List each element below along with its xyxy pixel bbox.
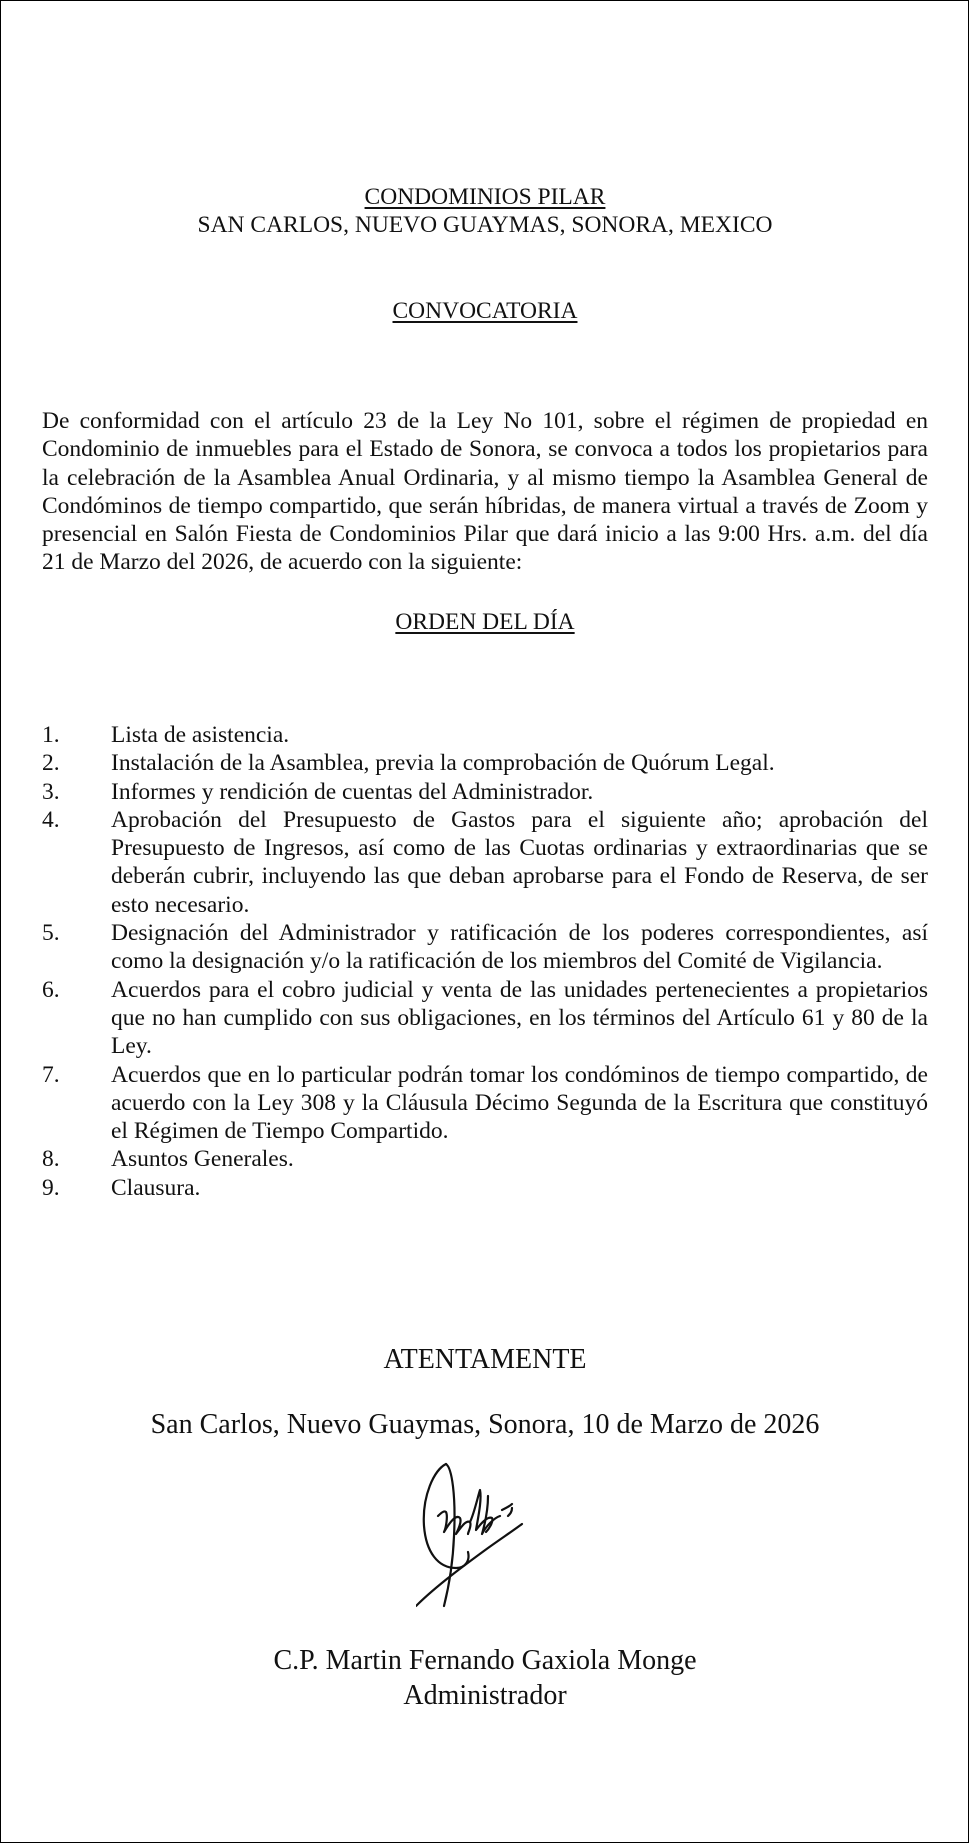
agenda-item (42, 1061, 928, 1146)
agenda-item-number: 6. (42, 976, 60, 1003)
agenda-item (42, 1145, 928, 1173)
intro-paragraph: De conformidad con el artículo 23 de la Ley No 101, sobre el régimen de propiedad en Condominio de inmuebles para el Estado de Sonora, se convoca a todos los propietarios para la celebración de la Asamblea Anual Ordinaria, y al mismo tiempo la Asamblea General de Condóminos de tiempo compartido, que serán híbridas, de manera virtual a través de Zoom y presencial en Salón Fiesta de Condominios Pilar que dará inicio a las 9:00 Hrs. a.m. del día 21 de Marzo del 2026, de acuerdo con la siguiente: (42, 408, 928, 576)
org-name-line (42, 183, 928, 211)
signature-image (416, 1456, 536, 1616)
signer-name: C.P. Martin Fernando Gaxiola Monge (273, 1645, 697, 1676)
agenda-item-text: Acuerdos que en lo particular podrán tomar los condóminos de tiempo compartido, de acuerdo con la Ley 308 y la Cláusula Décimo Segunda de la Escritura que constituyó el Régimen de Tiempo Compartido. (111, 1061, 928, 1145)
place-date: San Carlos, Nuevo Guaymas, Sonora, 10 de Marzo de 2026 (150, 1409, 820, 1440)
agenda-item (42, 806, 928, 919)
agenda-list (42, 721, 928, 1202)
agenda-item-text: Aprobación del Presupuesto de Gastos para el siguiente año; aprobación del Presupuesto de Ingresos, así como de las Cuotas ordinarias y extraordinarias que se deberán cubrir, incluyendo las que deban aprobarse para el Fondo de Reserva, de ser esto necesario. (111, 806, 928, 918)
document-title: CONVOCATORIA (392, 298, 578, 324)
agenda-item (42, 976, 928, 1061)
agenda-item-number: 3. (42, 778, 60, 805)
agenda-item-number: 2. (42, 750, 60, 777)
agenda-item (42, 1174, 928, 1202)
agenda-item (42, 721, 928, 749)
agenda-item (42, 919, 928, 976)
agenda-item-number: 5. (42, 920, 60, 947)
document-title-line (42, 297, 928, 325)
agenda-item-number: 4. (42, 806, 60, 833)
agenda-item-text: Asuntos Generales. (111, 1146, 294, 1173)
org-name: CONDOMINIOS PILAR (364, 184, 606, 210)
agenda-item-number: 9. (42, 1174, 60, 1201)
agenda-item (42, 778, 928, 806)
agenda-item-number: 8. (42, 1146, 60, 1173)
agenda-title: ORDEN DEL DÍA (395, 609, 575, 635)
agenda-item-text: Acuerdos para el cobro judicial y venta de las unidades pertenecientes a propietarios que no han cumplido con sus obligaciones, en los términos del Artículo 61 y 80 de la Ley. (111, 976, 928, 1060)
agenda-title-line (42, 608, 928, 636)
agenda-item-number: 1. (42, 722, 60, 748)
org-address: SAN CARLOS, NUEVO GUAYMAS, SONORA, MEXICO (197, 212, 773, 238)
agenda-item-text: Lista de asistencia. (111, 722, 290, 748)
signer-role: Administrador (403, 1680, 567, 1711)
agenda-item (42, 749, 928, 777)
agenda-item-text: Instalación de la Asamblea, previa la comprobación de Quórum Legal. (111, 750, 775, 777)
agenda-item-text: Clausura. (111, 1174, 201, 1201)
agenda-item-text: Designación del Administrador y ratificación de los poderes correspondientes, así como la designación y/o la ratificación de los miembros del Comité de Vigilancia. (111, 920, 928, 975)
agenda-item-text: Informes y rendición de cuentas del Administrador. (111, 778, 594, 805)
closing-salutation: ATENTAMENTE (383, 1344, 587, 1375)
agenda-item-number: 7. (42, 1061, 60, 1088)
